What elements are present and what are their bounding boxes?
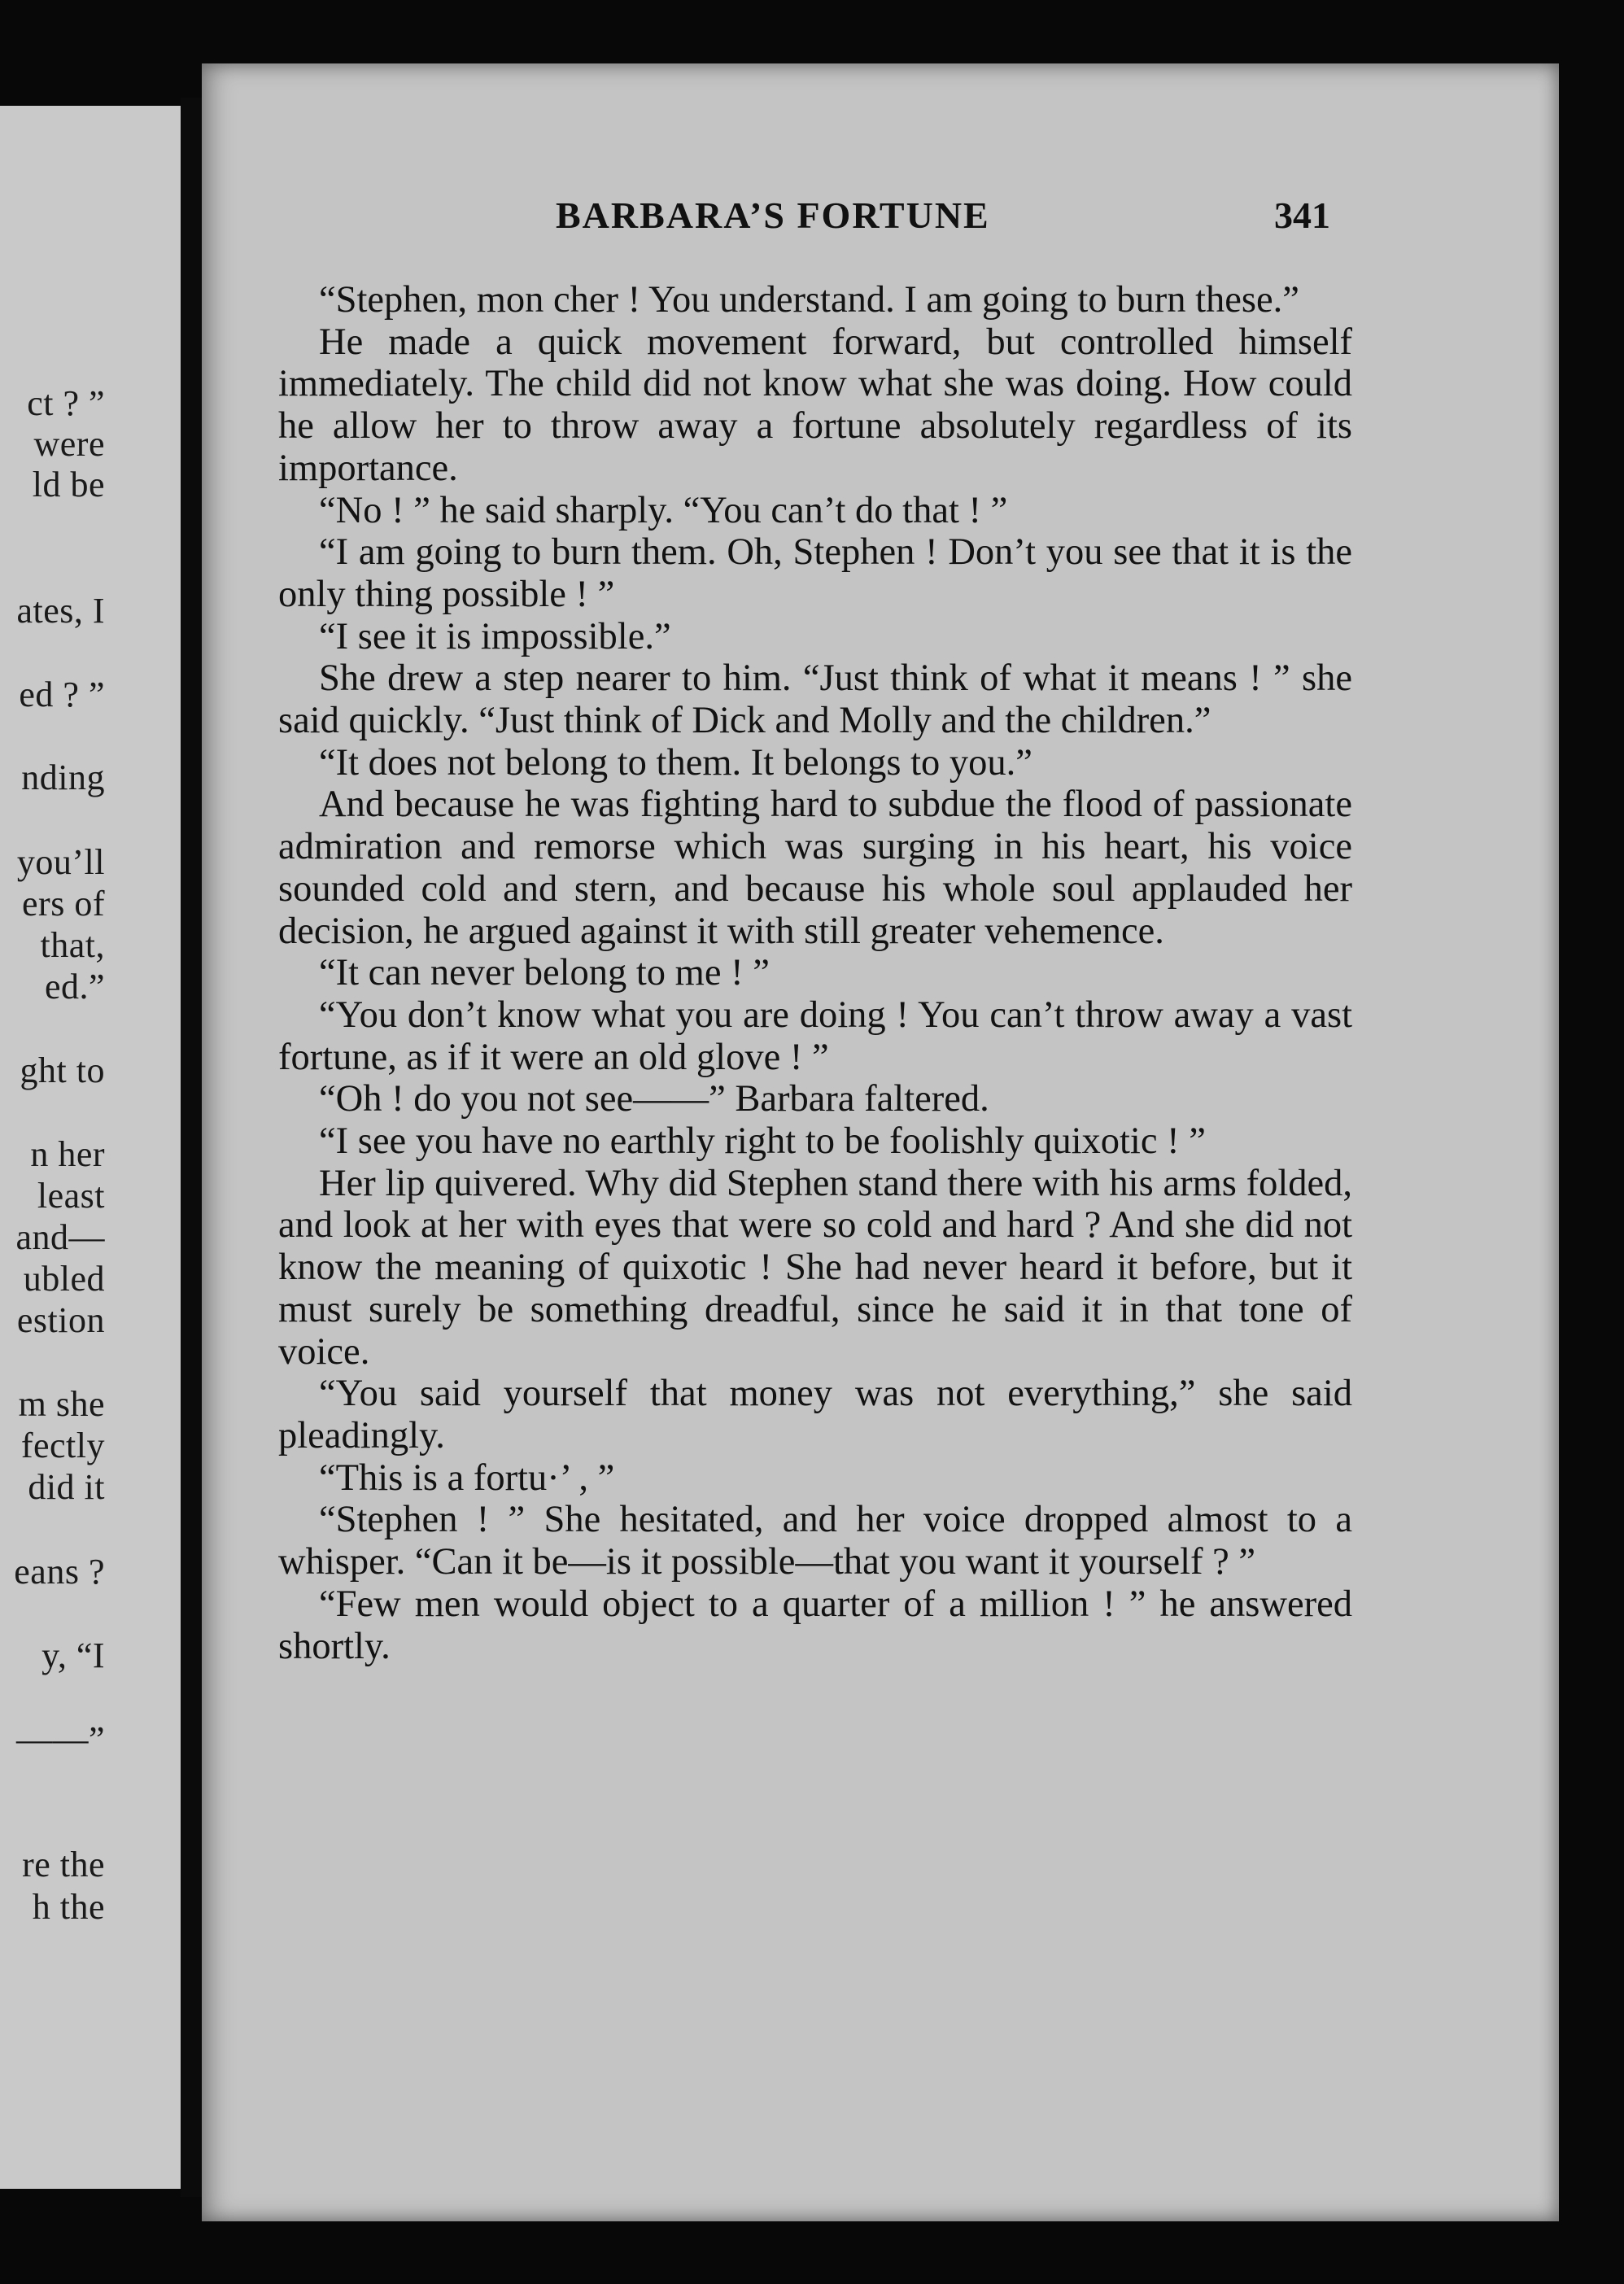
paragraph: And because he was fighting hard to subdue the flood of passionate admiration and remorse which was surging in his heart, his voice sounded cold and stern, and because his whole soul applauded her decision, he argued against it with still greater vehemence. [278, 784, 1352, 952]
paragraph: He made a quick movement forward, but controlled himself immediately. The child did not know what she was doing. How could he allow her to throw away a fortune absolutely regardless of its importance. [278, 321, 1352, 489]
left-page-fragment: nding [21, 758, 105, 797]
left-page-fragment: ates, I [16, 591, 105, 631]
left-page-fragment: that, [40, 925, 105, 965]
paragraph: “Stephen ! ” She hesitated, and her voice dropped almost to a whisper. “Can it be—is it possible—that you want it yourself ? ” [278, 1499, 1352, 1583]
paragraph: “I am going to burn them. Oh, Stephen ! Don’t you see that it is the only thing possible ! ” [278, 531, 1352, 615]
left-page-fragment: fectly [20, 1426, 105, 1465]
left-page-fragment: ct ? ” [27, 383, 105, 423]
paragraph: Her lip quivered. Why did Stephen stand there with his arms folded, and look at her with eyes that were so cold and hard ? And she did not know the meaning of quixotic ! She had never heard it before, but it must surely be something dreadful, since he said it in that tone of voice. [278, 1162, 1352, 1373]
left-page-fragment: ld be [32, 465, 105, 504]
paragraph: “It can never belong to me ! ” [319, 952, 770, 994]
paragraph: “You said yourself that money was not everything,” she said pleadingly. [278, 1373, 1352, 1456]
left-page-fragment: y, “I [41, 1635, 105, 1675]
left-page-fragment: ed.” [44, 967, 105, 1007]
left-page-fragment: ubled [23, 1259, 105, 1299]
left-page-fragment: ed ? ” [19, 675, 105, 714]
paragraph: “This is a fortu·’ , ” [319, 1456, 615, 1499]
left-page-fragment: n her [30, 1134, 105, 1174]
left-page-fragment: least [37, 1176, 105, 1216]
left-page-fragment: eans ? [14, 1552, 105, 1592]
left-page-fragment: estion [16, 1300, 105, 1340]
left-page-fragment: h the [32, 1887, 105, 1927]
book-gutter [181, 98, 203, 2197]
previous-page-edge [0, 106, 183, 2189]
left-page-fragment: you’ll [16, 842, 105, 882]
paragraph: “It does not belong to them. It belongs to you.” [319, 741, 1032, 784]
paragraph: “I see it is impossible.” [319, 615, 671, 657]
paragraph: “Stephen, mon cher ! You understand. I am going to burn these.” [319, 279, 1299, 321]
page-body [278, 279, 1352, 1667]
paragraph: “I see you have no earthly right to be foolishly quixotic ! ” [319, 1120, 1206, 1163]
paragraph: “Oh ! do you not see——” Barbara faltered. [319, 1078, 989, 1120]
left-page-fragment: did it [28, 1467, 105, 1507]
page-number: 341 [1274, 194, 1330, 236]
page-header [202, 194, 1559, 259]
paragraph: “Few men would object to a quarter of a million ! ” he answered shortly. [278, 1583, 1352, 1667]
left-page-fragment: were [33, 424, 105, 464]
left-page-fragment: m she [18, 1384, 105, 1424]
paragraph: “You don’t know what you are doing ! You can’t throw away a vast fortune, as if it were an old glove ! ” [278, 994, 1352, 1078]
book-page [202, 63, 1559, 2221]
left-page-fragment: and— [15, 1217, 105, 1257]
left-page-fragment: ght to [20, 1050, 105, 1090]
left-page-fragment: ——” [15, 1719, 105, 1759]
paragraph: She drew a step nearer to him. “Just think of what it means ! ” she said quickly. “Just think of Dick and Molly and the children.” [278, 657, 1352, 742]
left-page-fragment: ers of [22, 884, 105, 924]
paragraph: “No ! ” he said sharply. “You can’t do that ! ” [319, 489, 1008, 531]
left-page-fragment: re the [22, 1845, 105, 1884]
running-title: BARBARA’S FORTUNE [556, 194, 990, 236]
